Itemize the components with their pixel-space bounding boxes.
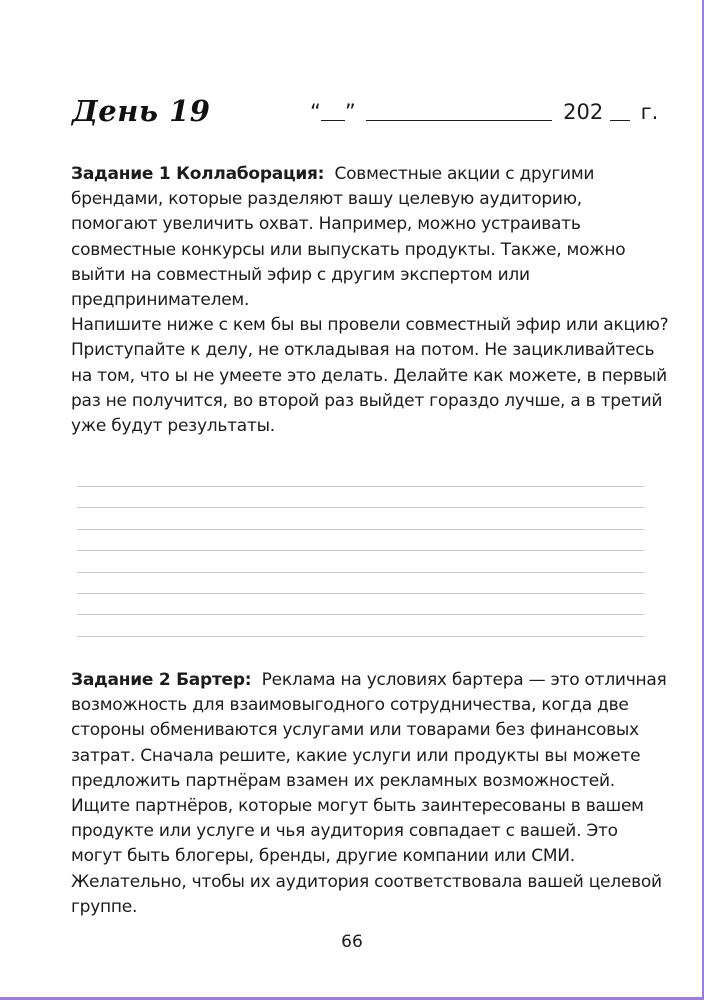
answer-line[interactable] bbox=[77, 507, 644, 508]
answer-lines[interactable] bbox=[77, 486, 644, 657]
page-number: 66 bbox=[341, 932, 363, 952]
answer-line[interactable] bbox=[77, 572, 644, 573]
answer-line[interactable] bbox=[77, 614, 644, 615]
date-fill-line bbox=[310, 100, 658, 124]
day-blank bbox=[321, 100, 345, 121]
task-1-text-1: Совместные акции с другими брендами, которые разделяют вашу целевую аудиторию, помогают увеличить охват. Например, можно устраивать совместные конкурсы или выпускать продукты. Также, можно выйти на совместный эфир с другим экспертом или предпринимателем. bbox=[71, 164, 626, 311]
task-2-text-1: Реклама на условиях бартера — это отличная возможность для взаимовыгодного сотрудничества, когда две стороны обмениваются услугами или товарами без финансовых затрат. Сначала решите, какие услуги или продукты вы можете предложить партнёрам взамен их рекламных возможностей. Ищите партнёров, которые могут быть заинтересованы в вашем продукте или услуге и чья аудитория совпадает с вашей. Это могут быть блогеры, бренды, другие компании или СМИ. Желательно, чтобы их аудитория соответствовала вашей целевой группе. bbox=[71, 670, 667, 917]
date-suffix: г. bbox=[640, 100, 659, 124]
task-2-label: Задание 2 Бартер: bbox=[71, 670, 252, 690]
task-1-label: Задание 1 Коллаборация: bbox=[71, 164, 325, 184]
task-1-paragraph-3: Приступайте к делу, не откладывая на потом. Не зацикливайтесь на том, что ы не умеете это делать. Делайте как можете, в первый раз не получится, во второй раз выйдет гораздо лучше, а в третий уже будут результаты. bbox=[71, 340, 667, 437]
date-year: 202 bbox=[563, 100, 604, 124]
day-title: День 19 bbox=[72, 94, 211, 128]
answer-line[interactable] bbox=[77, 593, 644, 594]
year-blank bbox=[610, 100, 630, 121]
answer-line[interactable] bbox=[77, 636, 644, 637]
task-2 bbox=[71, 668, 671, 920]
date-close-quote: ” bbox=[344, 100, 356, 124]
task-1 bbox=[71, 162, 671, 439]
answer-line[interactable] bbox=[77, 486, 644, 487]
answer-line[interactable] bbox=[77, 550, 644, 551]
task-1-paragraph-2: Напишите ниже с кем бы вы провели совместный эфир или акцию? bbox=[71, 315, 669, 336]
date-open-quote: “ bbox=[310, 100, 321, 124]
task-2-paragraph-1 bbox=[71, 668, 671, 920]
task-1-paragraph-1 bbox=[71, 162, 671, 313]
answer-line[interactable] bbox=[77, 529, 644, 530]
month-blank bbox=[366, 100, 552, 121]
